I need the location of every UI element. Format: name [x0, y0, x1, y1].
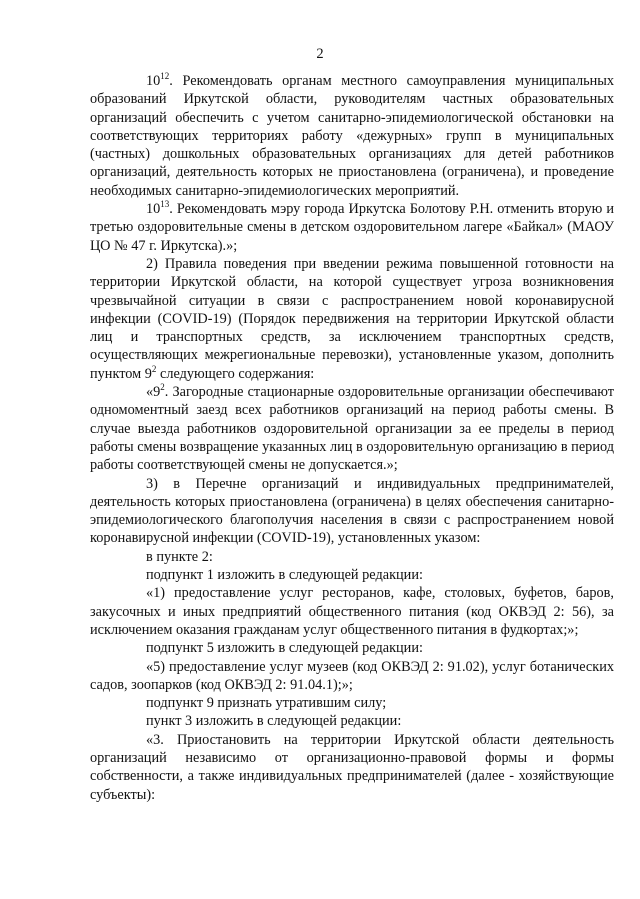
paragraph-rules-amendment — [90, 255, 614, 383]
paragraph-list-amendment: 3) в Перечне организаций и индивидуальных предпринимателей, деятельность которых приостановлена (ограничена) в целях обеспечения санитарно-эпидемиологического благополучия населения в связи с распространением новой коронавирусной инфекции (COVID-19), установленных указом: — [90, 475, 614, 547]
paragraph-item-10-12 — [90, 72, 614, 200]
superscript: 13 — [160, 199, 170, 210]
paragraph-text: 10 — [146, 201, 161, 218]
superscript: 12 — [160, 71, 170, 82]
paragraph-subclause-1-intro: подпункт 1 изложить в следующей редакции: — [146, 567, 423, 584]
paragraph-text: . Загородные стационарные оздоровительные организации обеспечивают одномоментный заезд всех работников организаций на период работы смены. В случае выезда работников оздоровительной организации за ее пределы в период работы смены возвращение указанных лиц в оздоровительную организацию в период работы соответствующей смены не допускается.»; — [90, 384, 614, 474]
page-number: 2 — [316, 46, 324, 62]
document-body — [90, 72, 614, 804]
paragraph-clause-3-intro: пункт 3 изложить в следующей редакции: — [146, 713, 402, 730]
paragraph-text: 10 — [146, 73, 161, 89]
paragraph-text: . Рекомендовать мэру города Иркутска Болотову Р.Н. отменить вторую и третью оздоровительные смены в детском оздоровительном лагере «Байкал» (МАОУ ЦО № 47 г. Иркутска).»; — [90, 201, 614, 254]
paragraph-text: 2) Правила поведения при введении режима повышенной готовности на территории Иркутской области, на которой существует угроза возникновения чрезвычайной ситуации в связи с распространением новой коронавирусной инфекции (COVID-19) (Порядок передвижения на территории Иркутской области лиц и транспортных средств, за исключением транспортных средств, осуществляющих межрегиональные перевозки), установленные указом, дополнить пунктом 9 — [90, 255, 614, 382]
paragraph-item-10-13 — [90, 200, 614, 255]
superscript: 2 — [160, 382, 165, 393]
paragraph-text: . Рекомендовать органам местного самоуправления муниципальных образований Иркутской области, руководителям частных образовательных организаций обеспечить с учетом санитарно-эпидемиологической обстановки на соответствующих территориях работу «дежурных» групп в муниципальных (частных) дошкольных образовательных организациях для детей работников организаций, деятельность которых не приостановлена (ограничена), и проведение необходимых санитарно-эпидемиологических мероприятий. — [90, 73, 614, 199]
superscript: 2 — [151, 363, 157, 374]
paragraph-clause-2: в пункте 2: — [146, 548, 213, 565]
paragraph-subclause-1-text: «1) предоставление услуг ресторанов, кафе, столовых, буфетов, баров, закусочных и иных предприятий общественного питания (код ОКВЭД 2: 56), за исключением оказания гражданам услуг общественного питания в фудкортах;»; — [90, 585, 614, 638]
paragraph-text: следующего содержания: — [156, 365, 315, 382]
paragraph-subclause-5-text: «5) предоставление услуг музеев (код ОКВЭД 2: 91.02), услуг ботанических садов, зоопарков (код ОКВЭД 2: 91.04.1);»; — [90, 658, 614, 693]
paragraph-item-9-2 — [90, 383, 614, 474]
paragraph-text: «9 — [146, 384, 161, 401]
paragraph-subclause-5-intro: подпункт 5 изложить в следующей редакции: — [146, 640, 423, 657]
paragraph-clause-3-text: «3. Приостановить на территории Иркутской области деятельность организаций независимо от организационно-правовой формы и формы собственности, а также индивидуальных предпринимателей (далее - хозяйствующие субъекты): — [90, 731, 614, 803]
paragraph-subclause-9: подпункт 9 признать утратившим силу; — [146, 695, 387, 712]
